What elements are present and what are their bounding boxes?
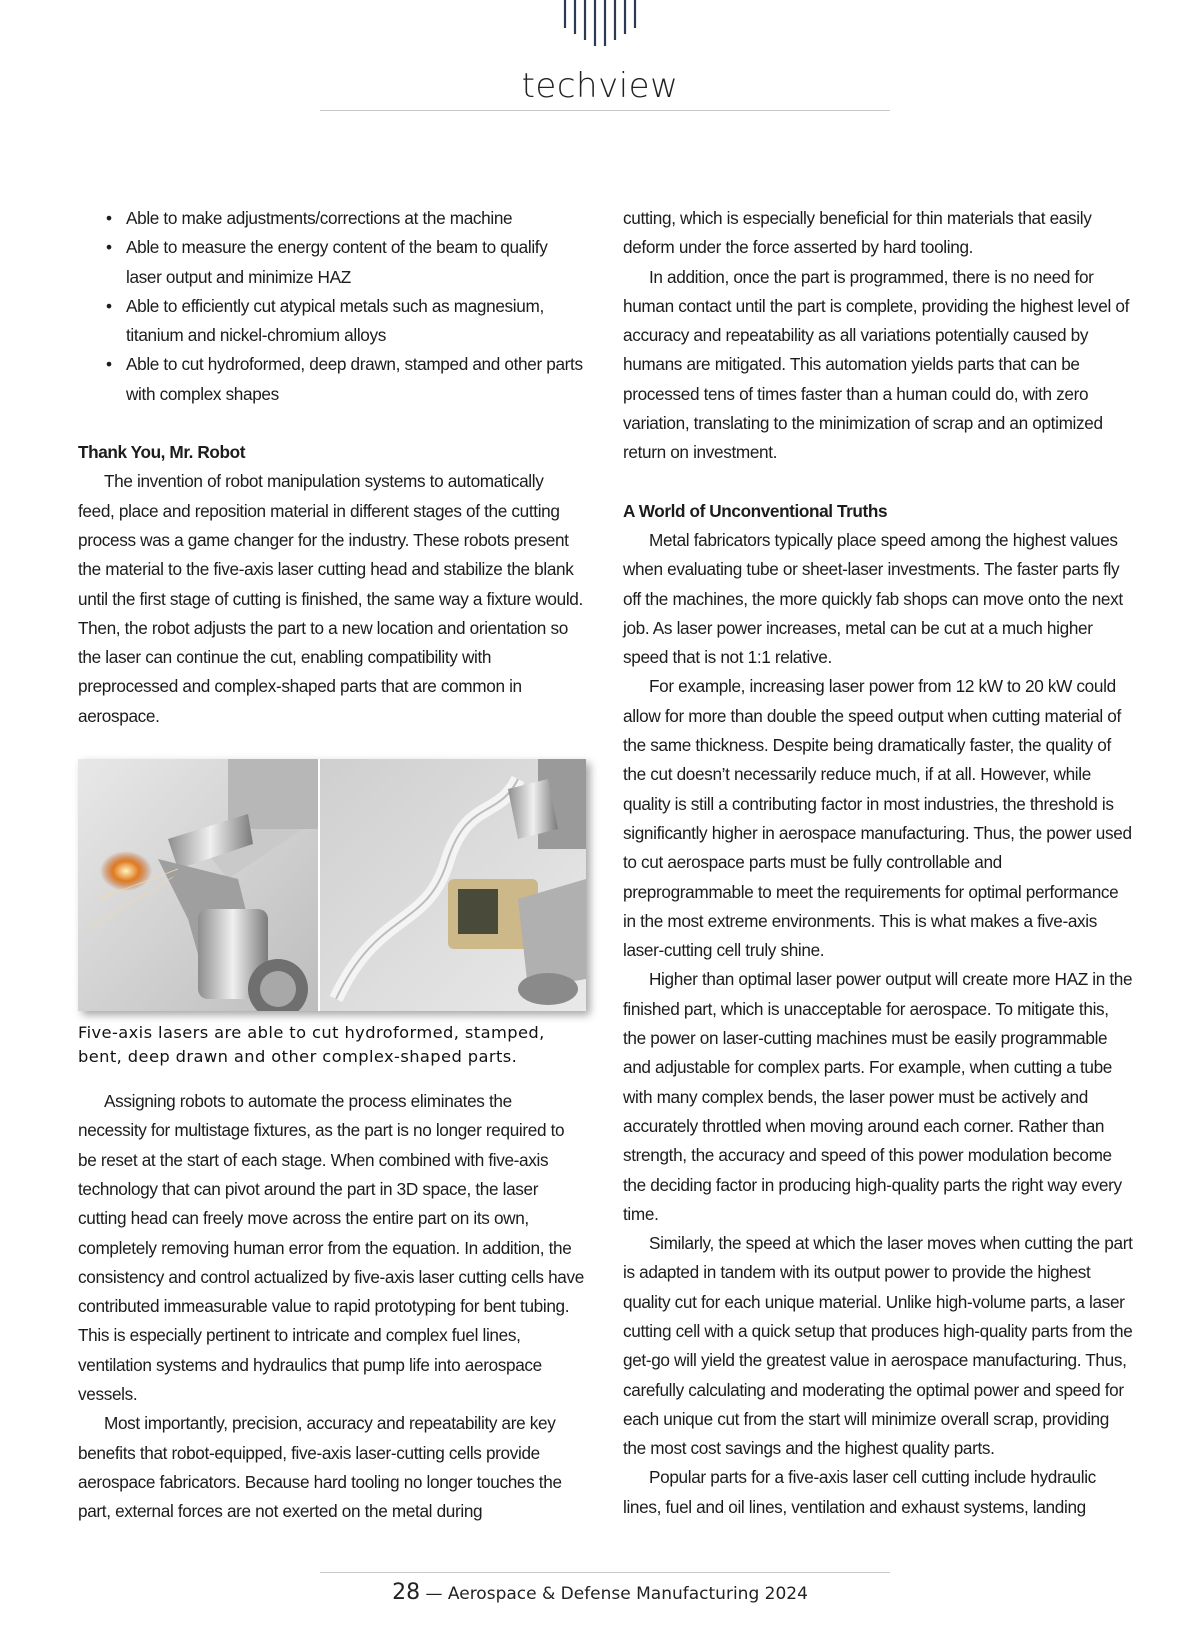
body-paragraph: For example, increasing laser power from 12 kW to 20 kW could allow for more than double the speed output when cutting material of the same thickness. Despite being dramatically faster, the quality of the cut doesn’t necessarily reduce much, if at all. However, while quality is still a contributing factor in most industries, the threshold is significantly higher in aerospace manufacturing. Thus, the power used to cut aerospace parts must be fully controllable and preprogrammable to meet the requirements for optimal performance in the most extreme environments. This is what makes a five-axis laser-cutting cell truly shine.	[623, 676, 1132, 961]
body-paragraph: Metal fabricators typically place speed among the highest values when evaluating tube or sheet-laser investments. The faster parts fly off the machines, the more quickly fab shops can move onto the next job. As laser power increases, metal can be cut at a much higher speed that is not 1:1 relative.	[623, 529, 1123, 668]
body-paragraph: Higher than optimal laser power output will create more HAZ in the finished part, which is unacceptable for aerospace. To mitigate this, the power on laser-cutting machines must be easily programmable and adjustable for complex parts. For example, when cutting a tube with many complex bends, the laser power must be actively and accurately throttled when moving around each corner. Rather than strength, the accuracy and speed of this power modulation become the deciding factor in producing high-quality parts the right way every time.	[623, 969, 1133, 1224]
body-paragraph: Assigning robots to automate the process eliminates the necessity for multistage fixtures, as the part is no longer required to be reset at the start of each stage. When combined with five-axis technology that can pivot around the part in 3D space, the laser cutting head can freely move across the entire part on its own, completely removing human error from the equation. In addition, the consistency and control actualized by five-axis laser cutting cells have contributed immeasurable value to rapid prototyping for bent tubing. This is especially pertinent to intricate and complex fuel lines, ventilation systems and hydraulics that pump life into aerospace vessels.	[78, 1091, 584, 1405]
figure-caption: Five-axis lasers are able to cut hydroformed, stamped, bent, deep drawn and other complex-shaped parts.	[78, 1023, 545, 1067]
footer-divider	[320, 1572, 890, 1573]
right-column	[623, 204, 1133, 1522]
list-item: • Able to make adjustments/corrections at the machine	[126, 204, 584, 233]
figure-laser-robots	[78, 759, 586, 1011]
header-line-ornament	[563, 0, 643, 46]
feature-list	[78, 204, 584, 409]
body-paragraph: Popular parts for a five-axis laser cell cutting include hydraulic lines, fuel and oil lines, ventilation and exhaust systems, landing	[623, 1467, 1096, 1517]
left-column	[78, 204, 584, 1527]
robot-laser-photo	[78, 759, 586, 1011]
list-item: • Able to efficiently cut atypical metals such as magnesium, titanium and nickel-chromium alloys	[126, 292, 584, 351]
page-footer	[0, 1580, 1200, 1605]
body-paragraph: cutting, which is especially beneficial for thin materials that easily deform under the force asserted by hard tooling.	[623, 208, 1092, 258]
subheading-thank-you: Thank You, Mr. Robot	[78, 442, 246, 463]
page-number: 28	[392, 1580, 421, 1605]
list-item: • Able to cut hydroformed, deep drawn, stamped and other parts with complex shapes	[126, 350, 584, 409]
body-paragraph: In addition, once the part is programmed, there is no need for human contact until the part is complete, providing the highest level of accuracy and repeatability as all variations potentially caused by humans are mitigated. This automation yields parts that can be processed tens of times faster than a human could do, with zero variation, translating to the minimization of scrap and an optimized return on investment.	[623, 266, 1130, 463]
publication-name: Aerospace & Defense Manufacturing 2024	[447, 1584, 808, 1604]
list-item: • Able to measure the energy content of the beam to qualify laser output and minimize HAZ	[126, 233, 584, 292]
body-paragraph: Similarly, the speed at which the laser moves when cutting the part is adapted in tandem with its output power to provide the highest quality cut for each unique material. Unlike high-volume parts, a laser cutting cell with a quick setup that produces high-quality parts from the get-go will yield the greatest value in aerospace manufacturing. Thus, carefully calculating and moderating the optimal power and speed for each unique cut from the start will minimize overall scrap, providing the most cost savings and the highest quality parts.	[623, 1233, 1133, 1459]
footer-separator: —	[425, 1584, 443, 1604]
body-paragraph: Most importantly, precision, accuracy and repeatability are key benefits that robot-equipped, five-axis laser-cutting cells provide aerospace fabricators. Because hard tooling no longer touches the part, external forces are not exerted on the metal during	[78, 1413, 562, 1522]
body-paragraph: The invention of robot manipulation systems to automatically feed, place and reposition material in different stages of the cutting process was a game changer for the industry. These robots present the material to the five-axis laser cutting head and stabilize the blank until the first stage of cutting is finished, the same way a fixture would. Then, the robot adjusts the part to a new location and orientation so the laser can continue the cut, enabling compatibility with preprocessed and complex-shaped parts that are common in aerospace.	[78, 471, 583, 726]
subheading-unconventional-truths: A World of Unconventional Truths	[623, 500, 888, 521]
header-divider	[320, 110, 890, 111]
section-title: techview	[521, 66, 679, 106]
